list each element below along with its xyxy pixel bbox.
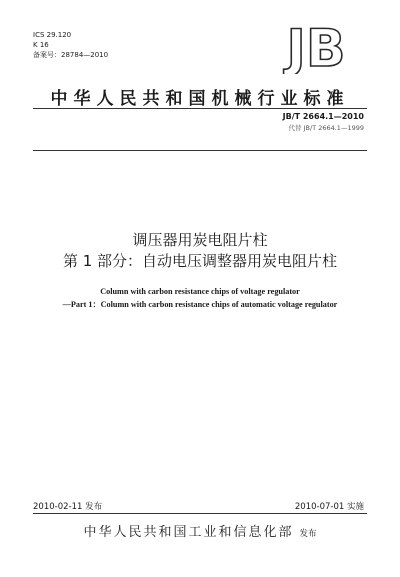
divider-top (33, 108, 367, 109)
standard-code: JB/T 2664.1—2010 (282, 112, 364, 121)
standard-category: 中华人民共和国机械行业标准 (50, 89, 350, 109)
jb-logo (268, 20, 364, 74)
title-en-main: Column with carbon resistance chips of voltage regulator (100, 287, 300, 296)
implementation-date: 2010-07-01 实施 (294, 502, 364, 512)
publisher (0, 521, 400, 540)
title-zh-main: 调压器用炭电阻片柱 (132, 231, 268, 249)
title-en-part: —Part 1：Column with carbon resistance chips of automatic voltage regulator (62, 300, 338, 309)
ics-code: ICS 29.120 (33, 31, 72, 39)
publisher-name: 中华人民共和国工业和信息化部 (83, 525, 294, 540)
issue-date: 2010-02-11 发布 (33, 502, 103, 512)
divider-bottom (33, 513, 367, 514)
divider-under-code (33, 150, 367, 151)
replaces-note: 代替 JB/T 2664.1—1999 (288, 124, 364, 132)
classification-code: K 16 (33, 41, 49, 49)
publisher-suffix: 发布 (299, 529, 317, 539)
title-zh-part: 第 1 部分：自动电压调整器用炭电阻片柱 (62, 252, 338, 270)
filing-number: 备案号：28784—2010 (33, 51, 109, 59)
logo-text: JB (286, 20, 346, 74)
